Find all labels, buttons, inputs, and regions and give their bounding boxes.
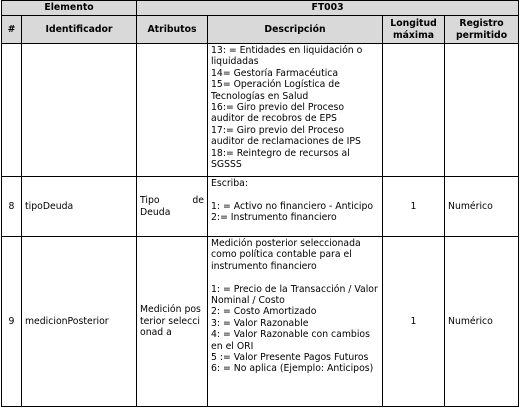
row-atributos: Medición posterior seleccionad a	[137, 237, 208, 407]
desc-line: 17:= Giro previo del Proceso auditor de reclamaciones de IPS	[211, 124, 361, 148]
desc-line: 15= Operación Logística de Tecnologías en Salud	[211, 79, 340, 102]
desc-blank-line	[211, 189, 379, 200]
header-group-ft003: FT003	[137, 1, 519, 16]
row-identificador: medicionPosterior	[22, 237, 137, 407]
row-registro: Numérico	[445, 237, 519, 407]
row-registro	[445, 44, 519, 177]
header-atributos: Atributos	[137, 16, 208, 44]
row-descripcion	[208, 237, 383, 407]
row-num: 9	[2, 237, 22, 407]
desc-line: 2:= Instrumento financiero	[211, 212, 337, 224]
desc-line: 14= Gestoría Farmacéutica	[211, 67, 339, 79]
row-num	[2, 44, 22, 177]
table-row	[2, 177, 519, 237]
data-dictionary-table	[1, 0, 519, 407]
row-descripcion	[208, 44, 383, 177]
desc-line: 16:= Giro previo del Proceso auditor de recobros de EPS	[211, 102, 345, 125]
header-registro: Registro permitido	[445, 16, 519, 44]
row-identificador: tipoDeuda	[22, 177, 137, 237]
desc-line: 18:= Reintegro de recursos al SGSSS	[211, 147, 350, 171]
desc-blank-line	[211, 272, 379, 283]
header-descripcion: Descripción	[208, 16, 383, 44]
row-num: 8	[2, 177, 22, 237]
desc-line: 1: = Activo no financiero - Anticipo	[211, 200, 374, 212]
desc-line: Escriba:	[211, 178, 248, 189]
header-longitud: Longitud máxima	[383, 16, 445, 44]
row-identificador	[22, 44, 137, 177]
header-identificador: Identificador	[22, 16, 137, 44]
row-atributos	[137, 44, 208, 177]
row-registro: Numérico	[445, 177, 519, 237]
desc-line: 6: = No aplica (Ejemplo: Anticipos)	[211, 363, 374, 375]
row-atributos: Tipo de Deuda	[137, 177, 208, 237]
desc-line: 3: = Valor Razonable	[211, 317, 309, 329]
desc-line: Medición posterior seleccionada como política contable para el instrumento financiero	[211, 238, 361, 272]
desc-line: 4: = Valor Razonable con cambios en el ORI	[211, 329, 370, 352]
table-row	[2, 237, 519, 407]
header-group-elemento: Elemento	[2, 1, 137, 16]
header-num: #	[2, 16, 22, 44]
row-longitud	[383, 44, 445, 177]
row-descripcion	[208, 177, 383, 237]
table-row	[2, 44, 519, 177]
desc-line: 13: = Entidades en liquidación o liquidadas	[211, 45, 363, 68]
desc-line: 1: = Precio de la Transacción / Valor Nominal / Costo	[211, 283, 378, 307]
desc-line: 5 := Valor Presente Pagos Futuros	[211, 352, 369, 364]
row-longitud: 1	[383, 237, 445, 407]
row-longitud: 1	[383, 177, 445, 237]
desc-line: 2: = Costo Amortizado	[211, 306, 317, 318]
